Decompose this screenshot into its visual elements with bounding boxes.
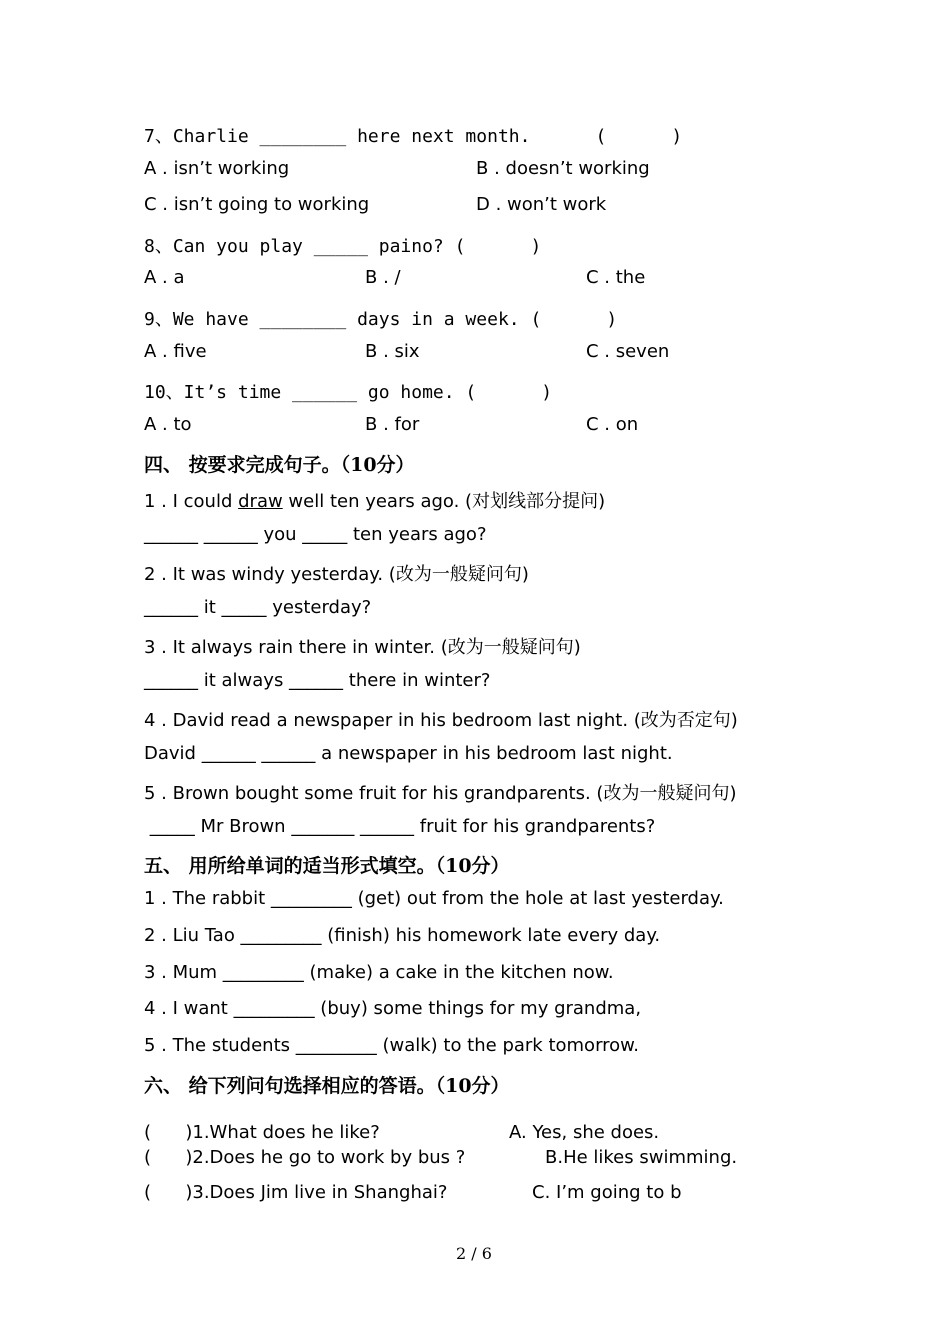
q7-stem: 7、Charlie ________ here next month. ( ) [144, 126, 683, 147]
q8-stem: 8、Can you play _____ paino? ( ) [144, 236, 542, 257]
s5-item: 4 . I want _________ (buy) some things for my grandma, [144, 998, 642, 1019]
q10-option-c: C . on [586, 414, 639, 435]
q9-stem: 9、We have ________ days in a week. ( ) [144, 309, 618, 330]
page-number: 2 / 6 [456, 1244, 492, 1263]
s5-item: 3 . Mum _________ (make) a cake in the kitchen now. [144, 962, 614, 983]
s5-item: 2 . Liu Tao _________ (finish) his homework late every day. [144, 925, 661, 946]
q9-option-a: A . five [144, 341, 207, 362]
s6-answer: C. I’m going to b [532, 1182, 682, 1203]
s4-q1-pre: 1 . I could [144, 491, 239, 512]
s6-question: ( )3.Does Jim live in Shanghai? [144, 1182, 448, 1203]
s4-q1-underlined-word: draw [238, 491, 283, 512]
q9-option-c: C . seven [586, 341, 670, 362]
s6-answer: B.He likes swimming. [545, 1147, 738, 1168]
q8-option-a: A . a [144, 267, 185, 288]
s4-q5: 5 . Brown bought some fruit for his grandparents. (改为一般疑问句) [144, 783, 737, 804]
section4-title: 四、 按要求完成句子。（10分） [144, 454, 415, 476]
q7-option-a: A . isn’t working [144, 158, 290, 179]
s5-item: 5 . The students _________ (walk) to the park tomorrow. [144, 1035, 639, 1056]
section5-title: 五、 用所给单词的适当形式填空。（10分） [144, 855, 510, 877]
s6-question: ( )2.Does he go to work by bus ? [144, 1147, 466, 1168]
s4-q3: 3 . It always rain there in winter. (改为一般疑问句) [144, 637, 581, 658]
section6-title: 六、 给下列问句选择相应的答语。（10分） [144, 1075, 510, 1097]
s6-answer: A. Yes, she does. [509, 1122, 660, 1143]
q8-option-b: B . / [365, 267, 401, 288]
s6-question: ( )1.What does he like? [144, 1122, 380, 1143]
s4-q1-answer: ______ ______ you _____ ten years ago? [144, 524, 487, 545]
q7-option-b: B . doesn’t working [476, 158, 650, 179]
s4-q2-answer: ______ it _____ yesterday? [144, 597, 372, 618]
s4-q1-post: well ten years ago. (对划线部分提问) [282, 491, 606, 512]
q9-option-b: B . six [365, 341, 420, 362]
s4-q4: 4 . David read a newspaper in his bedroom last night. (改为否定句) [144, 710, 738, 731]
q10-option-a: A . to [144, 414, 192, 435]
s4-q3-answer: ______ it always ______ there in winter? [144, 670, 491, 691]
q8-option-c: C . the [586, 267, 646, 288]
q7-option-d: D . won’t work [476, 194, 607, 215]
s4-q1 [144, 487, 605, 513]
q10-stem: 10、It’s time ______ go home. ( ) [144, 382, 553, 403]
s5-item: 1 . The rabbit _________ (get) out from the hole at last yesterday. [144, 888, 724, 909]
q7-option-c: C . isn’t going to working [144, 194, 370, 215]
q10-option-b: B . for [365, 414, 420, 435]
s4-q5-answer: _____ Mr Brown _______ ______ fruit for his grandparents? [144, 816, 656, 837]
s4-q4-answer: David ______ ______ a newspaper in his bedroom last night. [144, 743, 673, 764]
s4-q2: 2 . It was windy yesterday. (改为一般疑问句) [144, 564, 529, 585]
